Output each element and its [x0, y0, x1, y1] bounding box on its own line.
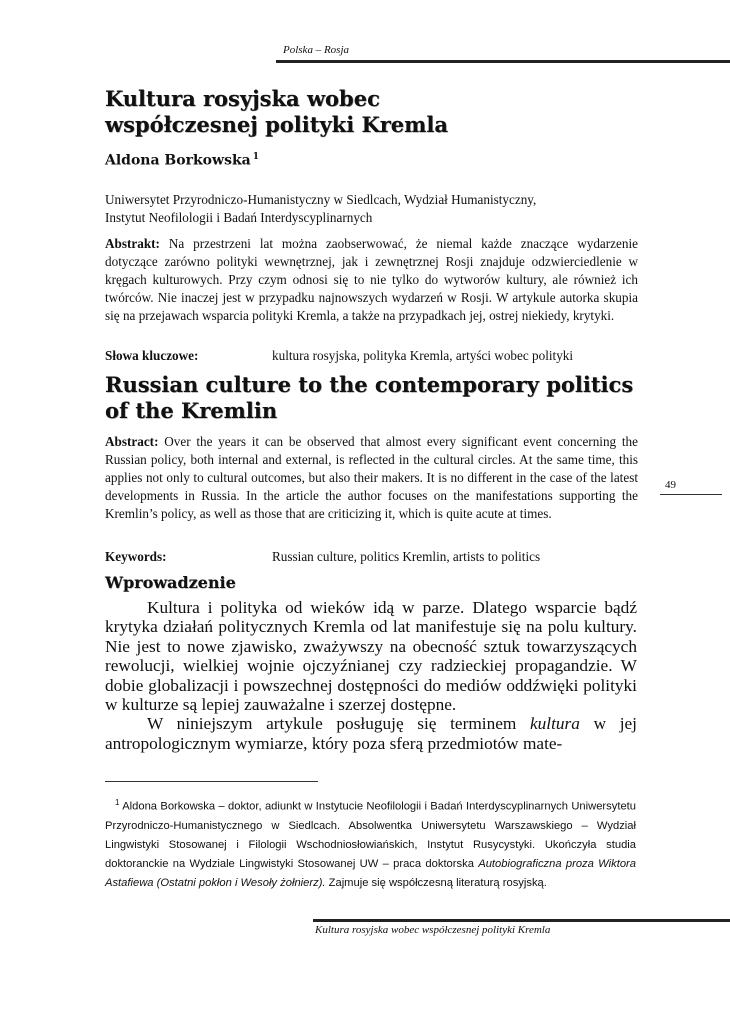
paragraph-2-term: kultura [530, 714, 580, 734]
page-number: 49 [665, 479, 676, 491]
abstract-english [105, 433, 638, 523]
abstract-en-text: Over the years it can be observed that almost every significant event concerning the Russian policy, both internal and external, is reflected in the cultural circles. At the same time, this applies not only to cultural outcomes, but also their makers. It is no different in the case of the latest developments in Russia. In the article the author focuses on the manifestations supporting the Kremlin’s policy, as well as those that are criticizing it, which is quite acute at times. [105, 434, 639, 521]
abstract-polish [105, 235, 638, 325]
paragraph-1: Kultura i polityka od wieków idą w parze. Dlatego wsparcie bądź krytyka działań politycznych Kremla od lat manifestuje się na polu kultury. Nie jest to nowe zjawisko, zważywszy na obecność sztuk towarzyszących rewolucji, wielkiej wojnie ojczyźnianej czy radzieckiej propagandzie. W dobie globalizacji i powszechnej dostępności do mediów oddźwięki polityki w kulturze są lepiej zauważalne i szerzej dostępne. [105, 598, 637, 715]
footnote-thesis-title: Autobiograficzna proza Wiktora Astafiewa (Ostatni pokłon i Wesoły żołnierz). [105, 857, 636, 889]
paragraph-2 [105, 714, 637, 753]
title-en-line-1: Russian culture to the contemporary politics [105, 372, 634, 397]
running-head: Polska – Rosja [283, 44, 349, 56]
footnote-text-2: Zajmuje się współczesną literaturą rosyjską. [328, 876, 547, 889]
footnote-number: 1 [115, 798, 120, 807]
author [105, 152, 259, 169]
author-footnote-marker: 1 [252, 152, 259, 162]
keywords-pl-value: kultura rosyjska, polityka Kremla, artyści wobec polityki [272, 348, 574, 363]
footer-rule [313, 919, 730, 922]
body-text [105, 598, 637, 753]
author-name: Aldona Borkowska [105, 152, 251, 169]
footnote-separator [105, 781, 318, 782]
abstract-pl-text: Na przestrzeni lat można zaobserwować, że niemal każde znaczące wydarzenie dotyczące zarówno polityki wewnętrznej, jak i zewnętrznej Rosji znajduje odzwierciedlenie w kręgach kulturowych. Przy czym odnosi się to nie tylko do wytworów kultury, ale również ich twórców. Nie inaczej jest w przypadku najnowszych wydarzeń w Rosji. W artykule autorka skupia się na przejawach wsparcia polityki Kremla, a także na przypadkach jej, ostrej niekiedy, krytyki. [105, 236, 638, 323]
running-footer: Kultura rosyjska wobec współczesnej polityki Kremla [315, 924, 551, 936]
footnote-paragraph [105, 793, 636, 893]
header-rule [276, 60, 730, 63]
abstract-en-label: Abstract: [105, 434, 159, 449]
paragraph-2-start: W niniejszym artykule posługuję się terminem [147, 714, 517, 734]
affiliation [105, 191, 645, 227]
article-title-english [105, 372, 645, 424]
affiliation-line-2: Instytut Neofilologii i Badań Interdyscyplinarnych [105, 210, 373, 225]
affiliation-line-1: Uniwersytet Przyrodniczo-Humanistyczny w Siedlcach, Wydział Humanistyczny, [105, 192, 537, 207]
title-pl-line-2: współczesnej polityki Kremla [105, 112, 448, 137]
abstract-pl-label: Abstrakt: [105, 236, 160, 251]
article-title-polish [105, 86, 625, 138]
keywords-en-value: Russian culture, politics Kremlin, artists to politics [272, 549, 541, 564]
page-number-rule [660, 494, 722, 495]
paragraph-2-end: w jej antropologicznym wymiarze, który poza sferą przedmiotów mate- [105, 714, 637, 753]
section-heading: Wprowadzenie [105, 573, 236, 592]
footnote [105, 793, 636, 893]
title-pl-line-1: Kultura rosyjska wobec [105, 86, 380, 111]
title-en-line-2: of the Kremlin [105, 398, 278, 423]
footnote-text-1: Aldona Borkowska – doktor, adiunkt w Instytucie Neofilologii i Badań Interdyscyplinarnych Uniwersytetu Przyrodniczo-Humanistycznego w Siedlcach. Absolwentka Uniwersytetu Warszawskiego – Wydział Lingwistyki Stosowanej i Filologii Wschodniosłowiańskich, Instytut Rusycystyki. Ukończyła studia doktoranckie na Wydziale Lingwistyki Stosowanej UW – praca doktorska [105, 800, 636, 870]
keywords-en-label: Keywords: [105, 549, 167, 564]
keywords-pl-label: Słowa kluczowe: [105, 348, 199, 363]
